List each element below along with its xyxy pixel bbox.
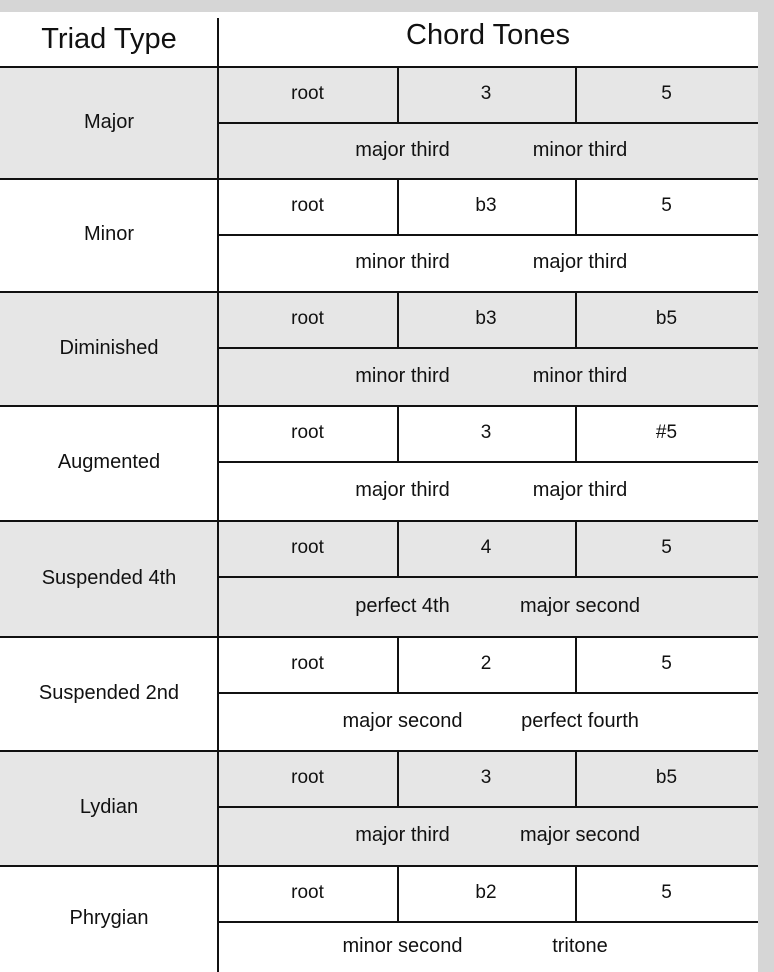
chord-tone: root <box>291 882 324 903</box>
interval-label: minor third <box>532 138 628 161</box>
tone-row-divider <box>218 921 758 923</box>
chord-tone: root <box>291 767 324 788</box>
tone-divider <box>397 178 399 234</box>
tone-row-divider <box>218 234 758 236</box>
chord-tone: 3 <box>480 83 492 104</box>
chord-tone: b5 <box>655 767 678 788</box>
row-divider <box>0 865 758 867</box>
tone-divider <box>397 750 399 806</box>
triad-type-label: Augmented <box>57 451 161 473</box>
tone-divider <box>575 636 577 692</box>
chord-tone: 3 <box>480 422 492 443</box>
chord-tone: b3 <box>475 308 497 329</box>
chord-tone: 5 <box>661 83 672 104</box>
row-divider <box>0 66 758 68</box>
interval-label: major second <box>342 709 463 732</box>
chord-tone: #5 <box>655 422 678 443</box>
tone-divider <box>575 750 577 806</box>
interval-label: major third <box>355 824 450 846</box>
interval-label: perfect 4th <box>355 594 450 617</box>
chord-tone: root <box>291 653 324 674</box>
chord-tone: 5 <box>661 882 672 903</box>
tone-divider <box>397 520 399 576</box>
row-divider <box>0 178 758 180</box>
chord-tone: root <box>291 537 324 558</box>
chord-tone: root <box>291 422 324 443</box>
chord-tone: root <box>291 195 324 216</box>
triad-type-label: Suspended 4th <box>41 566 177 589</box>
tone-row-divider <box>218 461 758 463</box>
chord-tone: root <box>291 308 324 329</box>
tone-divider <box>575 405 577 461</box>
row-divider <box>0 636 758 638</box>
interval-label: major third <box>532 479 628 501</box>
interval-label: minor third <box>355 251 450 273</box>
chord-tone: 5 <box>661 537 672 558</box>
triad-type-label: Phrygian <box>69 907 149 929</box>
interval-label: major third <box>355 479 450 501</box>
chord-tone: b2 <box>475 882 497 903</box>
interval-label: major second <box>519 594 641 617</box>
tone-divider <box>575 66 577 122</box>
interval-label: minor third <box>355 364 450 387</box>
triad-type-label: Major <box>83 110 134 133</box>
tone-divider <box>575 865 577 921</box>
chord-tone: 5 <box>661 195 672 216</box>
chord-tone: 4 <box>480 537 492 558</box>
tone-row-divider <box>218 576 758 578</box>
row-divider <box>0 291 758 293</box>
triad-type-header: Triad Type <box>41 22 177 55</box>
chord-tone: 5 <box>661 653 672 674</box>
interval-label: major second <box>519 824 641 846</box>
triad-type-label: Minor <box>83 223 134 245</box>
interval-label: minor second <box>342 935 463 957</box>
tone-row-divider <box>218 122 758 124</box>
chord-tone: root <box>291 83 324 104</box>
chord-tone: 2 <box>480 653 492 674</box>
tone-divider <box>397 405 399 461</box>
row-divider <box>0 405 758 407</box>
tone-divider <box>575 291 577 347</box>
row-divider <box>0 520 758 522</box>
interval-label: tritone <box>552 935 608 957</box>
tone-row-divider <box>218 692 758 694</box>
tone-divider <box>397 636 399 692</box>
tone-row-divider <box>218 347 758 349</box>
interval-label: perfect fourth <box>521 709 639 732</box>
row-divider <box>0 750 758 752</box>
tone-divider <box>397 865 399 921</box>
triad-chart <box>0 12 758 972</box>
interval-label: major third <box>355 138 450 161</box>
triad-type-label: Suspended 2nd <box>38 681 180 704</box>
tone-divider <box>397 291 399 347</box>
tone-row-divider <box>218 806 758 808</box>
chord-tones-header: Chord Tones <box>406 18 570 51</box>
tone-divider <box>575 520 577 576</box>
interval-label: major third <box>532 251 628 273</box>
interval-label: minor third <box>532 364 628 387</box>
chord-tone: b5 <box>655 308 678 329</box>
tone-divider <box>575 178 577 234</box>
chord-tone: 3 <box>480 767 492 788</box>
chord-tone: b3 <box>475 195 497 216</box>
tone-divider <box>397 66 399 122</box>
column-divider <box>217 18 219 972</box>
triad-type-label: Diminished <box>59 336 159 359</box>
triad-type-label: Lydian <box>79 796 139 818</box>
